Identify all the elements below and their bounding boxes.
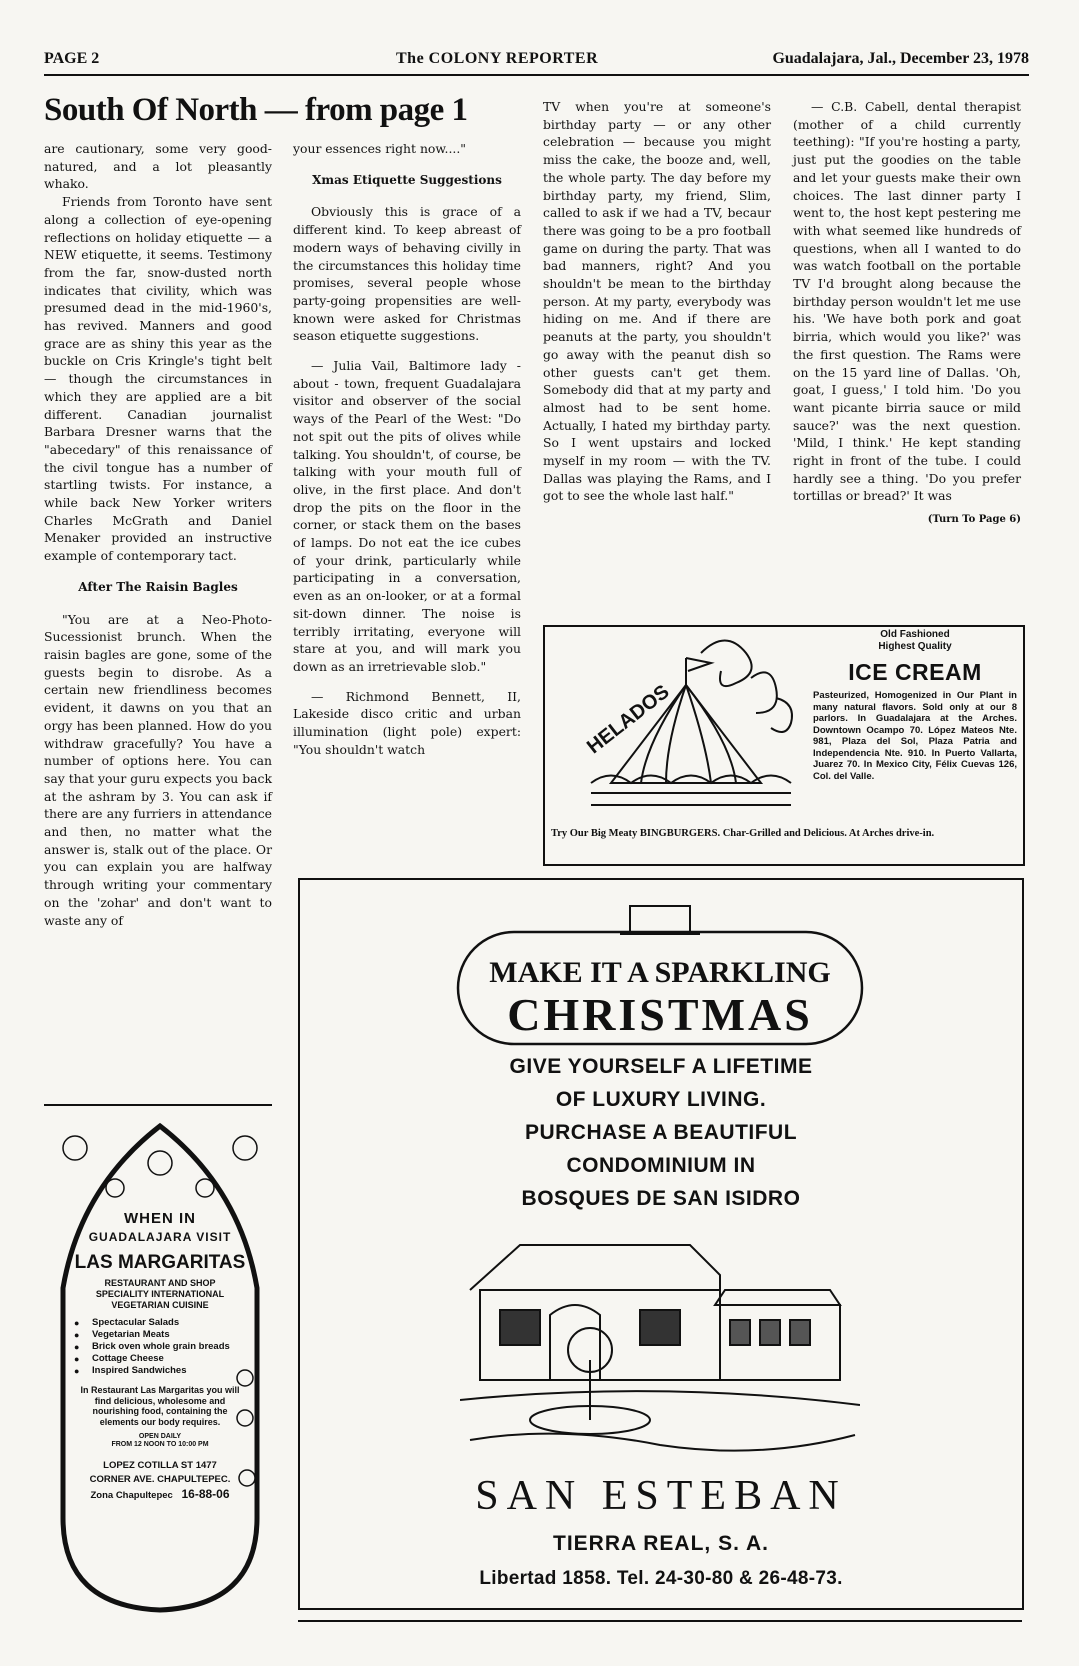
- col2-paragraph: Obviously this is grace of a different kind. To keep abreast of modern ways of behaving civilly in the circumstances this holiday time promises, several people whose party-going propensities are well-known were asked for Christmas season etiquette suggestions.: [293, 204, 521, 344]
- bottom-rule: [298, 1620, 1022, 1622]
- condo-copy: [300, 1050, 1022, 1215]
- page-header: [44, 50, 1029, 76]
- marg-paragraph: In Restaurant Las Margaritas you will find delicious, wholesome and nourishing food, containing the elements our body requires.: [80, 1385, 240, 1427]
- subhead-xmas-etiquette: Xmas Etiquette Suggestions: [312, 172, 502, 187]
- col4-paragraph: — C.B. Cabell, dental therapist (mother of a child currently teething): "If you're hosting a party, just put the goodies on the table and let your guests make their own choices. The last dinner party I went to, the host kept pestering me with what seemed like hundreds of questions, when all I wanted to do was watch football on the portable TV I'd brought along because the birthday person wouldn't let me use his. 'We have both pork and goat birria, which would you like?' was the first question. The Rams were on the 15 yard line of Dallas. 'Oh, goat, I guess,' I told him. 'Do you want picante birria sauce or mild sauce?' was the next question. 'Mild, I think.' He kept standing right in front of the tube. I could hardly see a thing. 'Do you prefer tortillas or bread?' It was: [793, 99, 1021, 504]
- banner-line-1: MAKE IT A SPARKLING: [489, 956, 831, 989]
- list-item: ● Spectacular Salads: [72, 1317, 248, 1329]
- continued-note: (Turn To Page 6): [927, 514, 1021, 526]
- list-item: ● Inspired Sandwiches: [72, 1365, 248, 1377]
- marg-phone: 16-88-06: [181, 1487, 230, 1501]
- col1-paragraph: "You are at a Neo-Photo-Sucessionist brunch. When the raisin bagles are gone, some of the guests begin to disrobe. As a certain new friendliness becomes evident, it dawns on you that an orgy has been planned. How do you withdraw gracefully? You have a number of options here. You can say that your guru expects you back at the ashram by 3. You can ask if there are any furriers in attendance and then, no matter what the answer is, stalk out of the place. Or you can explain you are halfway through writing your commentary on the 'zohar' and don't want to waste any of: [44, 611, 272, 928]
- contact-line: Libertad 1858. Tel. 24-30-80 & 26-48-73.: [479, 1568, 843, 1589]
- marg-when: WHEN IN: [124, 1210, 196, 1227]
- ice-logo-text: HELADOS: [583, 680, 674, 759]
- bingos-logo-icon: [551, 633, 821, 833]
- col2-paragraph: — Richmond Bennett, II, Lakeside disco critic and urban illumination (light pole) expert: "You shouldn't watch: [293, 688, 521, 757]
- condominium-illustration-icon: [460, 1230, 860, 1460]
- page-number: PAGE 2: [44, 50, 100, 67]
- condo-line: BOSQUES DE SAN ISIDRO: [521, 1187, 801, 1210]
- marg-address-3: [72, 1487, 248, 1503]
- marg-visit: GUADALAJARA VISIT: [88, 1230, 232, 1244]
- ad-san-esteban: [298, 878, 1024, 1610]
- subhead-raisin-bagles: After The Raisin Bagles: [78, 579, 238, 594]
- marg-sub-1: RESTAURANT AND SHOP: [104, 1278, 216, 1288]
- dateline: Guadalajara, Jal., December 23, 1978: [772, 50, 1029, 67]
- ice-tagline-2: Highest Quality: [878, 641, 952, 652]
- article-column-4: [793, 98, 1021, 529]
- marg-name: LAS MARGARITAS: [74, 1252, 246, 1273]
- ice-body: Pasteurized, Homogenized in Our Plant in many natural flavors. Sold only at our 8 parlors. In Guadalajara at the Arches. Downtown Ocampo 70. López Mateos Nte. 981, Plaza del Sol, Plaza Patria and Independencia Nte. 910. In Puerto Vallarta, Juarez 70. In Mexico City, Félix Cuevas 126, Col. del Valle.: [813, 690, 1017, 782]
- marg-zone: Zona Chapultepec: [90, 1490, 173, 1501]
- brand-name: SAN ESTEBAN: [475, 1473, 847, 1519]
- condo-line: OF LUXURY LIVING.: [555, 1088, 767, 1111]
- ice-title: ICE CREAM: [848, 659, 982, 685]
- article-column-2: [293, 140, 521, 759]
- margaritas-text: [72, 1210, 248, 1503]
- condo-line: CONDOMINIUM IN: [566, 1154, 756, 1177]
- ice-tagline-1: Old Fashioned: [880, 629, 950, 640]
- col2-paragraph: your essences right now....": [293, 141, 466, 156]
- condo-line: GIVE YOURSELF A LIFETIME: [509, 1055, 813, 1078]
- column-rule: [44, 1104, 272, 1106]
- ice-footer: Try Our Big Meaty BINGBURGERS. Char-Grilled and Delicious. At Arches drive-in.: [551, 828, 935, 839]
- ad-ice-cream: [543, 625, 1025, 866]
- col1-paragraph: are cautionary, some very good-natured, and a lot pleasantly whako.: [44, 141, 272, 192]
- article-column-3: [543, 98, 771, 505]
- company-name: TIERRA REAL, S. A.: [553, 1532, 769, 1555]
- marg-address-1: LOPEZ COTILLA ST 1477: [103, 1460, 217, 1471]
- marg-sub-3: VEGETARIAN CUISINE: [111, 1300, 209, 1310]
- list-item: ● Cottage Cheese: [72, 1353, 248, 1365]
- headline: South Of North — from page 1: [44, 92, 468, 128]
- paper-name: The COLONY REPORTER: [396, 50, 599, 67]
- col1-paragraph: Friends from Toronto have sent along a collection of eye-opening reflections on holiday etiquette — a NEW etiquette, it seems. Testimony from the far, snow-dusted north indicates that civility, which was presumed dead in the mid-1960's, has revived. Manners and good grace are as shiny this year as the buckle on Cris Kringle's tight belt — though the circumstances in which they are applied are a bit different. Canadian journalist Barbara Dresner warns that the "abecedary" of this renaissance of the civil tongue has a number of startling twists. For instance, a while back New Yorker writers Charles McGrath and Daniel Menaker provided an instructive example of contemporary tact.: [44, 194, 272, 564]
- col2-paragraph: — Julia Vail, Baltimore lady - about - town, frequent Guadalajara visitor and observer of the social ways of the Pearl of the West: "Do not spit out the pits of olives while talking. You shouldn't, of course, be talking with your mouth full of olive, in the first place. And don't drop the pits on the floor in the corner, or stack them on the bases of lamps. Do not eat the ice cubes of your drink, particularly while participating in a conversation, even as an on-looker, or at a formal sit-down dinner. The noise is terribly irritating, everyone will stare at you, and will mark you down as an irretrievable slob.": [293, 358, 521, 674]
- marg-hours-2: FROM 12 NOON TO 10:00 PM: [111, 1441, 209, 1448]
- marg-sub-2: SPECIALITY INTERNATIONAL: [95, 1289, 225, 1299]
- list-item: ● Vegetarian Meats: [72, 1329, 248, 1341]
- sparkling-christmas-banner-icon: [450, 902, 870, 1052]
- condo-line: PURCHASE A BEAUTIFUL: [524, 1121, 798, 1144]
- marg-hours-1: OPEN DAILY: [138, 1433, 182, 1440]
- marg-menu-list: [72, 1317, 248, 1377]
- col3-paragraph: TV when you're at someone's birthday party — or any other celebration — because you might miss the cake, the booze and, well, the whole party. The day before my birthday party, my friend, Slim, called to ask if we had a TV, becaur there was going to be a pro football game on during the party. That was bad manners, right? And you shouldn't be mean to the birthday person. At my party, everybody was hiding on me. And if there are peanuts at the party, you shouldn't go away with the peanut dish so other guests can't get them. Somebody did that at my party and almost had to be sent home. Actually, I hated my birthday party. So I went upstairs and locked myself in my room — with the TV. Dallas was playing the Rams, and I got to see the whole last half.": [543, 99, 771, 504]
- marg-address-2: CORNER AVE. CHAPULTEPEC.: [89, 1474, 231, 1485]
- ice-text-block: [813, 629, 1017, 782]
- banner-line-2: CHRISTMAS: [507, 989, 813, 1040]
- article-column-1: [44, 140, 272, 929]
- list-item: ● Brick oven whole grain breads: [72, 1341, 248, 1353]
